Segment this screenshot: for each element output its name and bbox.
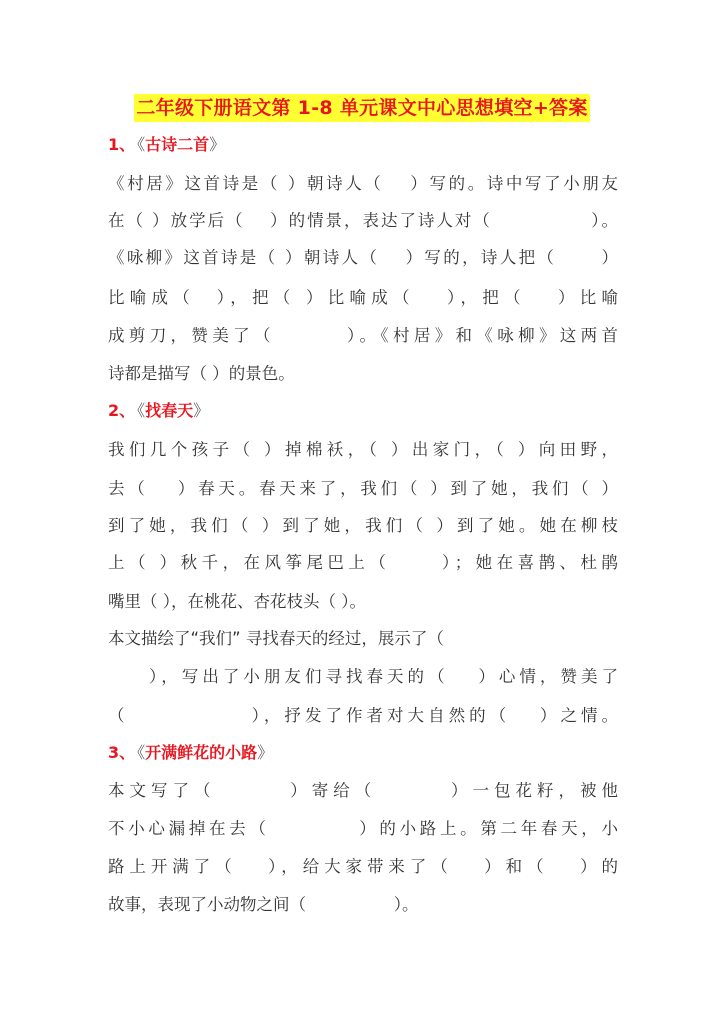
text-line: ），写出了小朋友们寻找春天的（ ）心情，赞美了 (108, 667, 618, 686)
section-name: 开满鲜花的小路 (145, 743, 258, 762)
section-heading: 1、 《古诗二首》 (108, 135, 226, 154)
title-wrap (0, 94, 724, 122)
text-line: 诗都是描写（ ）的景色。 (108, 364, 295, 383)
text-line: 本文描绘了“我们” 寻找春天的经过，展示了（ (108, 629, 444, 648)
text-line: 成剪刀，赞美了（ ）。《村居》和《咏柳》这两首 (108, 326, 618, 345)
section-number: 3、 (108, 743, 136, 762)
section-name: 找春天 (145, 401, 194, 420)
text-line: 到了她，我们（ ）到了她，我们（ ）到了她。她在柳枝 (108, 516, 618, 535)
text-line: （ ），抒发了作者对大自然的（ ）之情。 (108, 706, 618, 725)
section-heading: 2、 《找春天》 (108, 401, 210, 420)
section-heading: 3、 《开满鲜花的小路》 (108, 743, 274, 762)
text-line: 故事，表现了小动物之间（ ）。 (108, 895, 419, 914)
text-line: 在（ ）放学后（ ）的情景，表达了诗人对（ ）。 (108, 211, 618, 230)
text-line: 去（ ）春天。春天来了，我们（ ）到了她，我们（ ） (108, 479, 618, 498)
text-line: 不小心漏掉在去（ ）的小路上。第二年春天，小 (108, 819, 618, 838)
text-line: 《咏柳》这首诗是（ ）朝诗人（ ）写的，诗人把（ ） (108, 248, 618, 267)
text-line: 我们几个孩子（ ）掉棉袄，（ ）出家门，（ ）向田野， (108, 440, 618, 459)
text-line: 《村居》这首诗是（ ）朝诗人（ ）写的。诗中写了小朋友 (108, 174, 618, 193)
text-line: 比喻成（ ），把（ ）比喻成（ ），把（ ）比喻 (108, 288, 618, 307)
section-number: 2、 (108, 401, 136, 420)
text-line: 本文写了（ ）寄给（ ）一包花籽，被他 (108, 781, 618, 800)
page-title: 二年级下册语文第 1-8 单元课文中心思想填空+答案 (134, 94, 589, 122)
section-number: 1、 (108, 135, 136, 154)
text-line: 上（ ）秋千，在风筝尾巴上（ ）；她在喜鹊、杜鹃 (108, 553, 618, 572)
section-name: 古诗二首 (145, 135, 210, 154)
text-line: 嘴里（ ），在桃花、杏花枝头（ ）。 (108, 592, 366, 611)
text-line: 路上开满了（ ），给大家带来了（ ）和（ ）的 (108, 857, 618, 876)
